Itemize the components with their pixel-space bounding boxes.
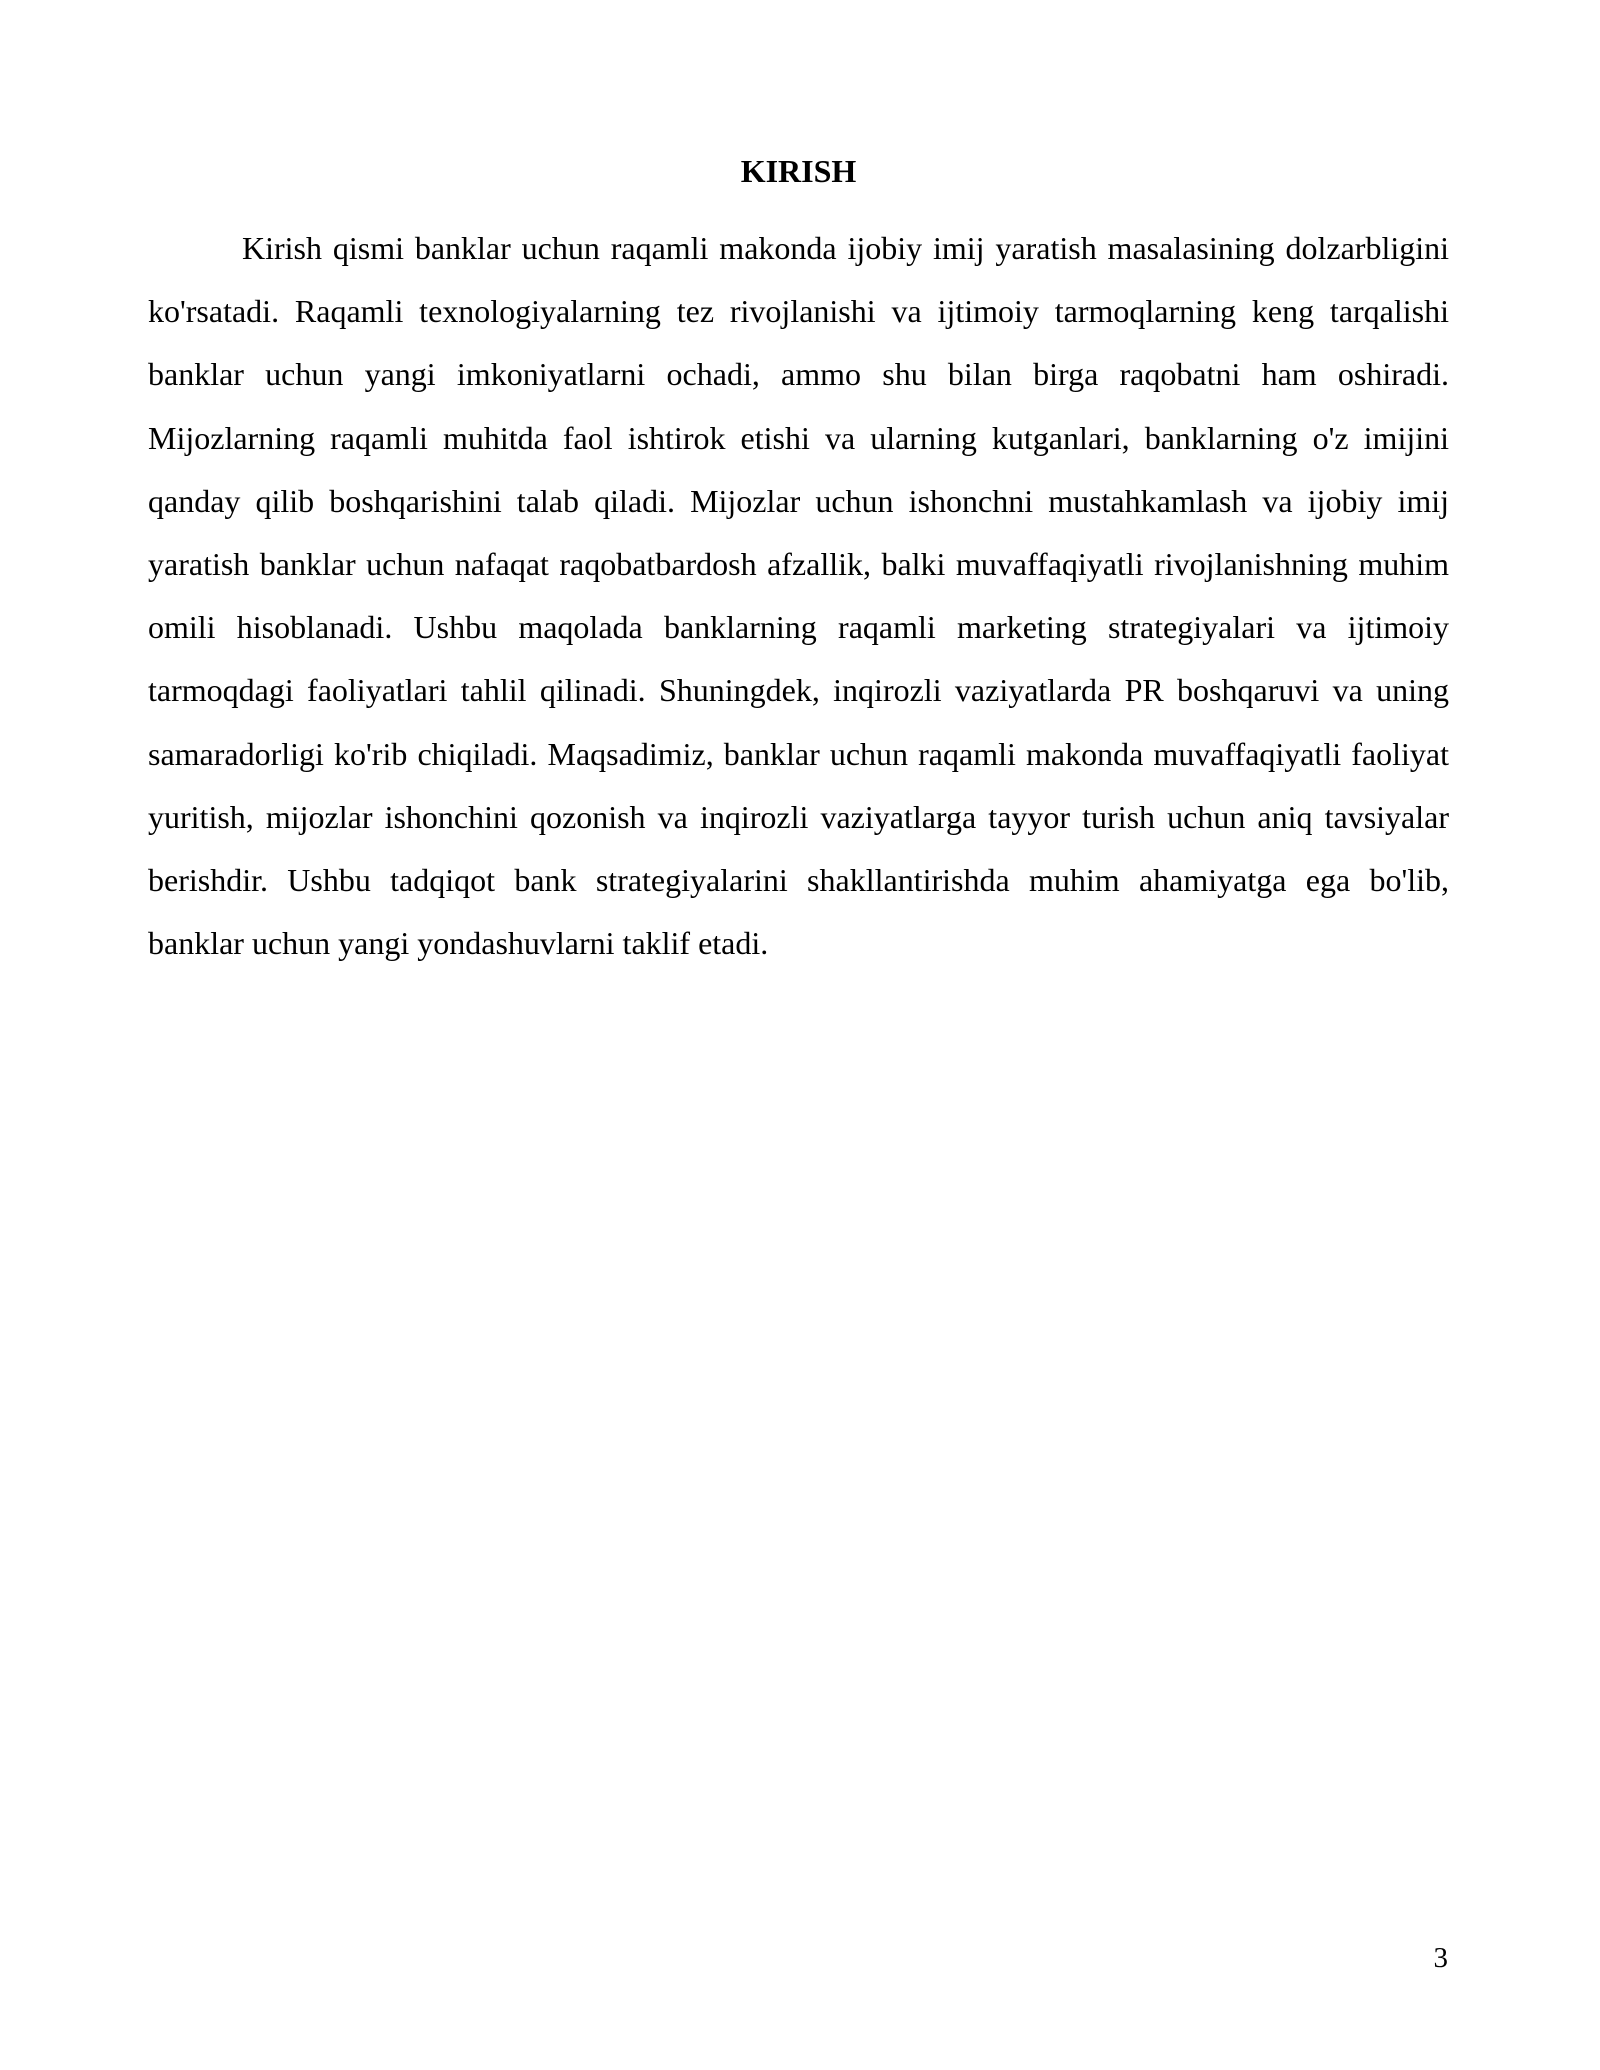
page-number: 3: [1433, 1942, 1448, 1974]
page-content: [148, 146, 1449, 975]
body-paragraph: Kirish qismi banklar uchun raqamli makonda ijobiy imij yaratish masalasining dolzarbligini ko'rsatadi. Raqamli texnologiyalarning tez rivojlanishi va ijtimoiy tarmoqlarning keng tarqalishi banklar uchun yangi imkoniyatlarni ochadi, ammo shu bilan birga raqobatni ham oshiradi. Mijozlarning raqamli muhitda faol ishtirok etishi va ularning kutganlari, banklarning o'z imijini qanday qilib boshqarishini talab qiladi. Mijozlar uchun ishonchni mustahkamlash va ijobiy imij yaratish banklar uchun nafaqat raqobatbardosh afzallik, balki muvaffaqiyatli rivojlanishning muhim omili hisoblanadi. Ushbu maqolada banklarning raqamli marketing strategiyalari va ijtimoiy tarmoqdagi faoliyatlari tahlil qilinadi. Shuningdek, inqirozli vaziyatlarda PR boshqaruvi va uning samaradorligi ko'rib chiqiladi. Maqsadimiz, banklar uchun raqamli makonda muvaffaqiyatli faoliyat yuritish, mijozlar ishonchini qozonish va inqirozli vaziyatlarga tayyor turish uchun aniq tavsiyalar berishdir. Ushbu tadqiqot bank strategiyalarini shakllantirishda muhim ahamiyatga ega bo'lib, banklar uchun yangi yondashuvlarni taklif etadi.: [148, 230, 1449, 962]
section-heading: KIRISH: [740, 153, 857, 189]
